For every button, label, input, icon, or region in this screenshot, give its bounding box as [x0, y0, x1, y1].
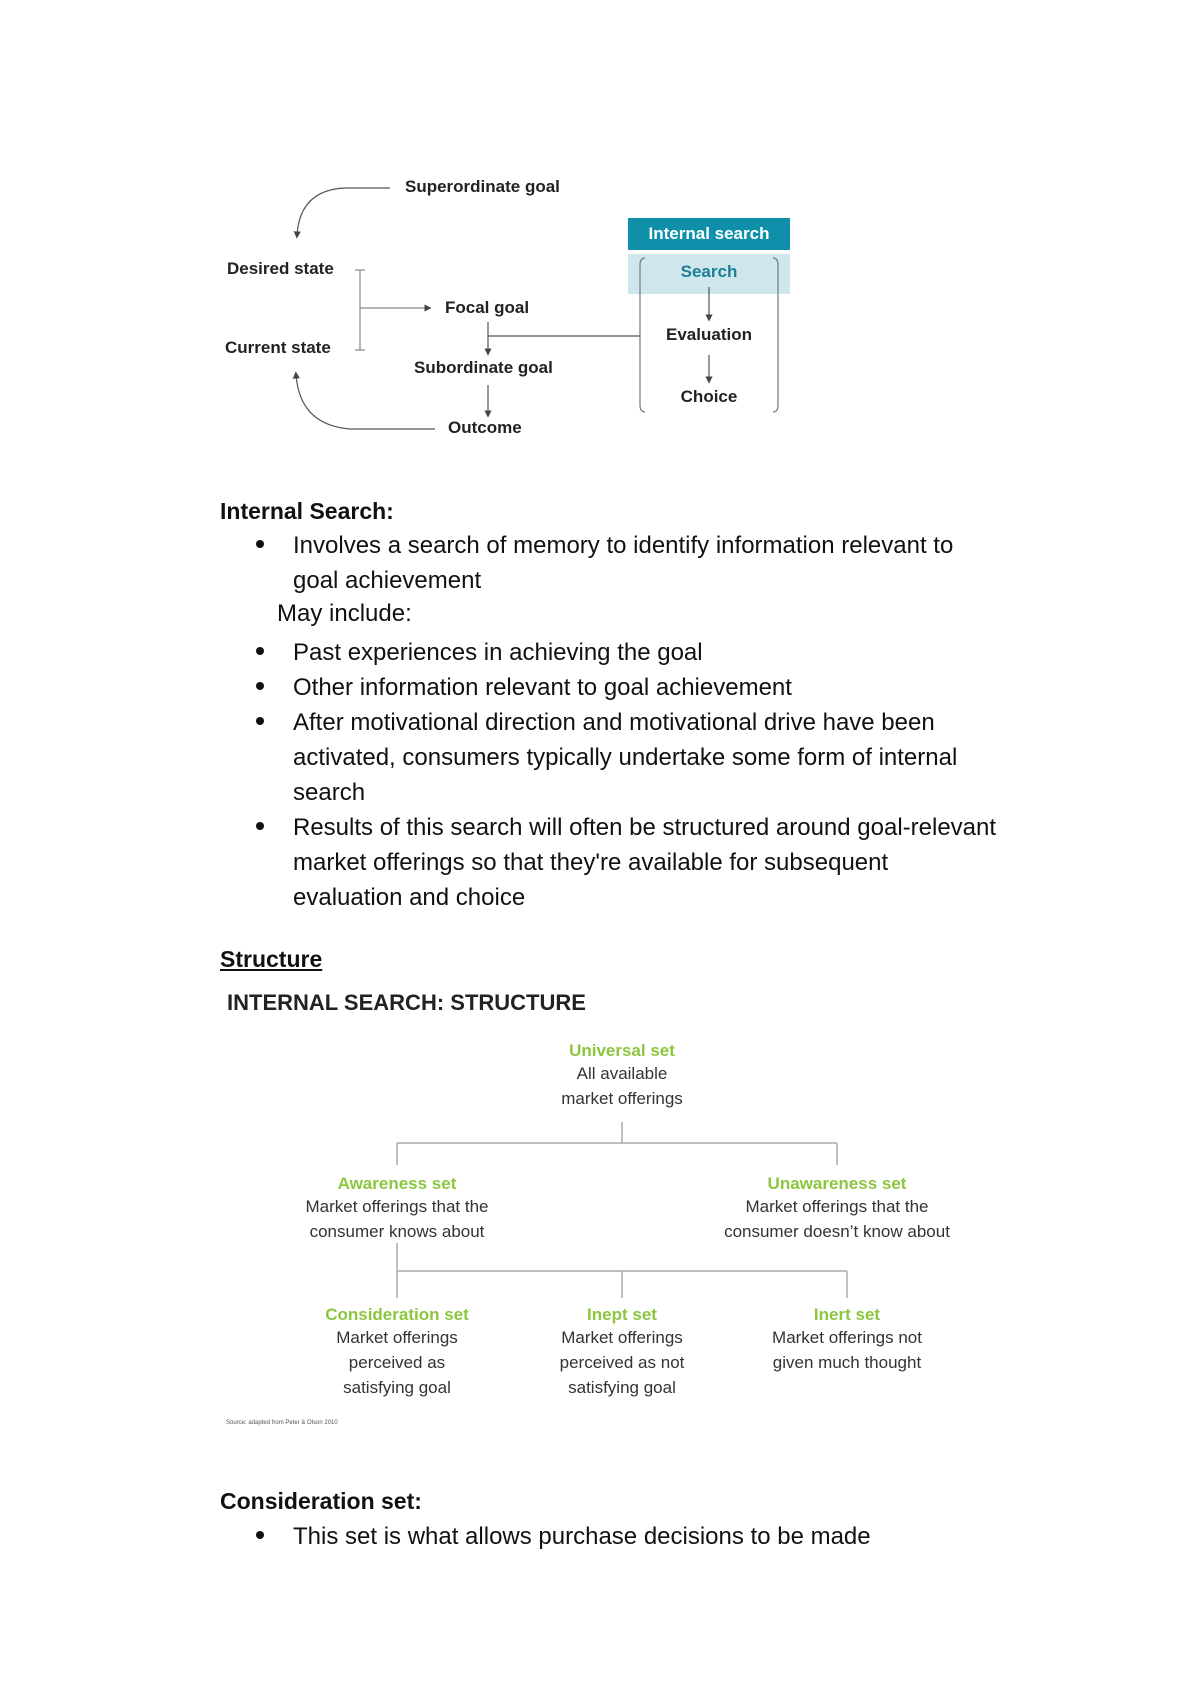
bullet-line: market offerings so that they're available for subsequent	[293, 849, 889, 876]
consideration-set-desc-line: satisfying goal	[343, 1378, 451, 1397]
universal-set-node	[561, 1041, 683, 1111]
bullet-line: Results of this search will often be structured around goal-relevant	[293, 814, 997, 841]
list-item	[248, 635, 996, 670]
universal-set-name: Universal set	[569, 1041, 675, 1060]
consideration-set-bullets	[248, 1519, 871, 1554]
inept-set-node	[560, 1305, 685, 1400]
consideration-set-node	[325, 1305, 469, 1400]
consideration-set-desc-line: perceived as	[348, 1353, 446, 1372]
bullet-line: search	[293, 779, 366, 806]
consideration-set-desc-line: Market offerings	[336, 1328, 458, 1347]
goal-diagram-connectors	[0, 0, 1200, 460]
awareness-set-name: Awareness set	[337, 1174, 457, 1193]
outcome-label: Outcome	[448, 418, 522, 437]
bullet-line: Other information relevant to goal achievement	[293, 674, 792, 701]
bullet-line: activated, consumers typically undertake some form of internal	[293, 744, 958, 771]
superordinate-goal-label: Superordinate goal	[405, 177, 560, 196]
consideration-set-name: Consideration set	[325, 1305, 469, 1324]
subordinate-goal-label: Subordinate goal	[414, 358, 553, 377]
evaluation-step: Evaluation	[666, 325, 752, 344]
inept-set-name: Inept set	[587, 1305, 657, 1324]
bullet-line: evaluation and choice	[293, 884, 526, 911]
internal-search-bullets-1	[248, 528, 953, 598]
unawareness-set-desc-line: consumer doesn’t know about	[724, 1222, 950, 1241]
desired-state-label: Desired state	[227, 259, 334, 278]
awareness-set-desc-line: Market offerings that the	[305, 1197, 489, 1216]
source-note: Source: adapted from Peter & Olson 2010	[226, 1420, 338, 1426]
list-item	[248, 528, 953, 598]
list-item	[248, 1519, 871, 1554]
structure-heading: Structure	[220, 946, 323, 972]
internal-search-heading: Internal Search:	[220, 498, 394, 524]
inert-set-name: Inert set	[813, 1305, 881, 1324]
inert-set-desc-line: Market offerings not	[772, 1328, 922, 1347]
inept-set-desc-line: perceived as not	[559, 1353, 685, 1372]
inept-set-desc-line: satisfying goal	[568, 1378, 676, 1397]
focal-goal-label: Focal goal	[445, 298, 530, 317]
current-state-label: Current state	[225, 338, 331, 357]
list-item	[248, 670, 996, 705]
bullet-line: goal achievement	[293, 567, 482, 594]
unawareness-set-name: Unawareness set	[767, 1174, 907, 1193]
universal-set-desc-line: All available	[576, 1064, 668, 1083]
unawareness-set-desc-line: Market offerings that the	[745, 1197, 929, 1216]
search-step: Search	[680, 262, 738, 281]
awareness-set-desc-line: consumer knows about	[309, 1222, 485, 1241]
bullet-line: After motivational direction and motivational drive have been	[293, 709, 935, 736]
bullet-line: This set is what allows purchase decisions to be made	[293, 1523, 871, 1550]
list-item	[248, 810, 996, 915]
outcome-curve	[296, 375, 435, 429]
structure-diagram-title: INTERNAL SEARCH: STRUCTURE	[227, 990, 586, 1015]
inept-set-desc-line: Market offerings	[561, 1328, 683, 1347]
unawareness-set-node	[724, 1174, 950, 1244]
bullet-line: Past experiences in achieving the goal	[293, 639, 703, 666]
internal-search-header: Internal search	[648, 224, 770, 243]
inert-set-node	[772, 1305, 922, 1375]
may-include-text: May include:	[277, 600, 412, 627]
inert-set-desc-line: given much thought	[772, 1353, 922, 1372]
list-item	[248, 705, 996, 810]
universal-set-desc-line: market offerings	[561, 1089, 683, 1108]
consideration-set-heading: Consideration set:	[220, 1488, 422, 1514]
superordinate-curve	[297, 188, 390, 235]
awareness-set-node	[305, 1174, 488, 1244]
internal-search-bullets-2	[248, 635, 996, 915]
bullet-line: Involves a search of memory to identify information relevant to	[293, 532, 954, 559]
choice-step: Choice	[680, 387, 738, 406]
